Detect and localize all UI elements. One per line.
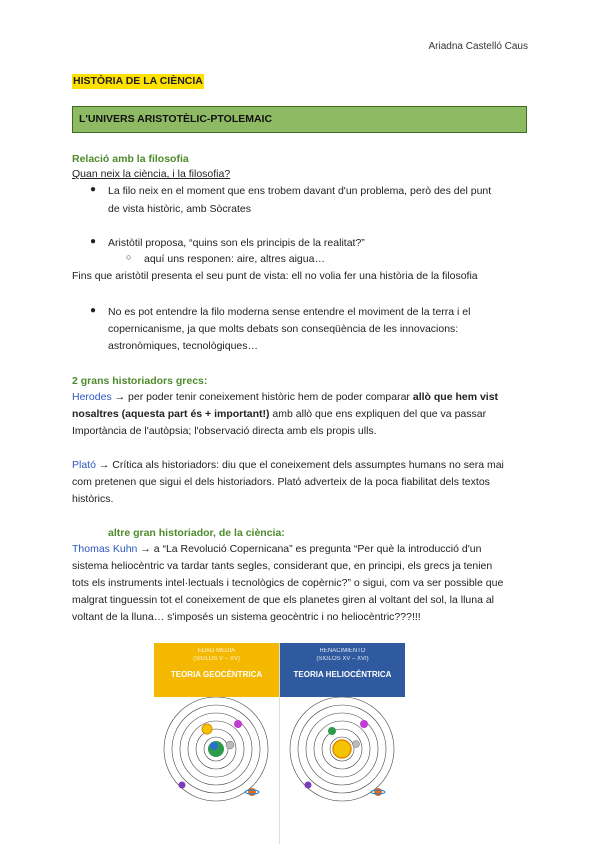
herodes-bold2: nosaltres (aquesta part és + important!) [72,408,270,420]
planet-icon [360,720,368,728]
planet-icon [248,788,256,796]
geocentric-diagram [154,697,279,844]
herodes-text2: amb allò que ens expliquen del que va passar [269,408,487,420]
planet-icon [179,782,186,789]
bullet1-line1: La filo neix en el moment que ens trobem davant d'un problema, però des del punt [108,185,492,197]
kuhn-line4: malgrat tinguessin tot el coneixement de que els planetes giren al voltant del sol, la lluna al [72,594,495,606]
planet-icon [234,720,242,728]
kuhn-line5: voltant de la lluna… s'imposés un sistema geocèntric i no heliocèntric???!!! [72,611,421,623]
plato-line1 [72,457,504,474]
planet-icon [305,782,312,789]
moon-icon [353,741,360,748]
kuhn-name: Thomas Kuhn [72,543,138,555]
relacio-paragraph: Fins que aristòtil presenta el seu punt de vista: ell no volia fer una història de la filosofia [72,270,478,282]
plato-name: Plató [72,459,96,471]
heliocentric-title: TEORIA HELIOCÉNTRICA [293,670,392,679]
historiadors-heading: 2 grans historiadors grecs: [72,375,208,387]
bullet-dot: ● [90,184,97,195]
bullet3-line1: No es pot entendre la filo moderna sense entendre el moviment de la terra i el [108,306,471,318]
bullet3-line3: astronòmiques, tecnològiques… [108,340,259,352]
bullet2-text: Aristòtil proposa, “quins son els principis de la realitat?” [108,237,365,249]
heliocentric-panel [280,643,405,844]
document-title: HISTÒRIA DE LA CIÈNCIA [73,75,203,87]
heliocentric-band [280,643,405,697]
geocentric-centuries: (SIGLOS V – XV) [193,656,240,662]
plato-line2: com pretenen que sigui el dels historiadors. Plató adverteix de la poca fiabilitat dels textos [72,476,490,488]
kuhn-line2: sistema heliocèntric va tardar tants segles, considerant que, en principi, els grecs ja tenien [72,560,493,572]
geocentric-era: EDAD MEDIA [197,648,236,654]
author-name: Ariadna Castelló Caus [428,41,528,52]
plato-line3: històrics. [72,493,114,505]
bullet1-line2: de vista històric, amb Sòcrates [108,203,251,215]
geocentric-title: TEORIA GEOCÉNTRICA [170,670,263,679]
herodes-bold: allò que hem vist [412,391,499,403]
bullet3-line2: copernicanisme, ja que molts debats son conseqüència de les innovacions: [108,323,459,335]
kuhn-heading: altre gran historiador, de la ciència: [108,527,285,539]
herodes-text: → per poder tenir coneixement històric hem de poder comparar [111,391,413,403]
planet-icon [374,788,382,796]
relacio-heading: Relació amb la filosofia [72,153,189,165]
subbullet-text: aquí uns responen: aire, altres aigua… [144,253,325,265]
subbullet-circle: ○ [126,252,132,262]
kuhn-text: → a “La Revolució Copernicana” es pregunta “Per què la introducció d'un [137,543,482,555]
sun-icon [333,740,351,758]
herodes-line2 [72,406,486,423]
kuhn-line3: tots els instruments intel·lectuals i tecnològics de copèrnic?” o sigui, com va ser possible que [72,577,504,589]
geocentric-heliocentric-figure [154,643,405,844]
herodes-line3: Importància de l'autòpsia; l'observació directa amb els propis ulls. [72,425,377,437]
heliocentric-era: RENACIMIENTO [319,648,366,654]
herodes-name: Herodes [72,391,112,403]
heliocentric-centuries: (SIGLOS XV – XVI) [316,656,369,662]
herodes-line1 [72,389,498,406]
earth-icon [328,727,336,735]
bullet-dot: ● [90,236,97,247]
sun-icon [202,724,212,734]
heliocentric-diagram [280,697,405,844]
geocentric-band [154,643,279,697]
plato-text: → Crítica als historiadors: diu que el coneixement dels assumptes humans no sera mai [95,459,504,471]
bullet-dot: ● [90,305,97,316]
section-heading-box: L'UNIVERS ARISTOTÈLIC-PTOLEMAIC [72,106,527,133]
kuhn-line1 [72,541,481,558]
relacio-question: Quan neix la ciència, i la filosofia? [72,168,231,180]
geocentric-panel [154,643,279,844]
moon-icon [226,741,234,749]
